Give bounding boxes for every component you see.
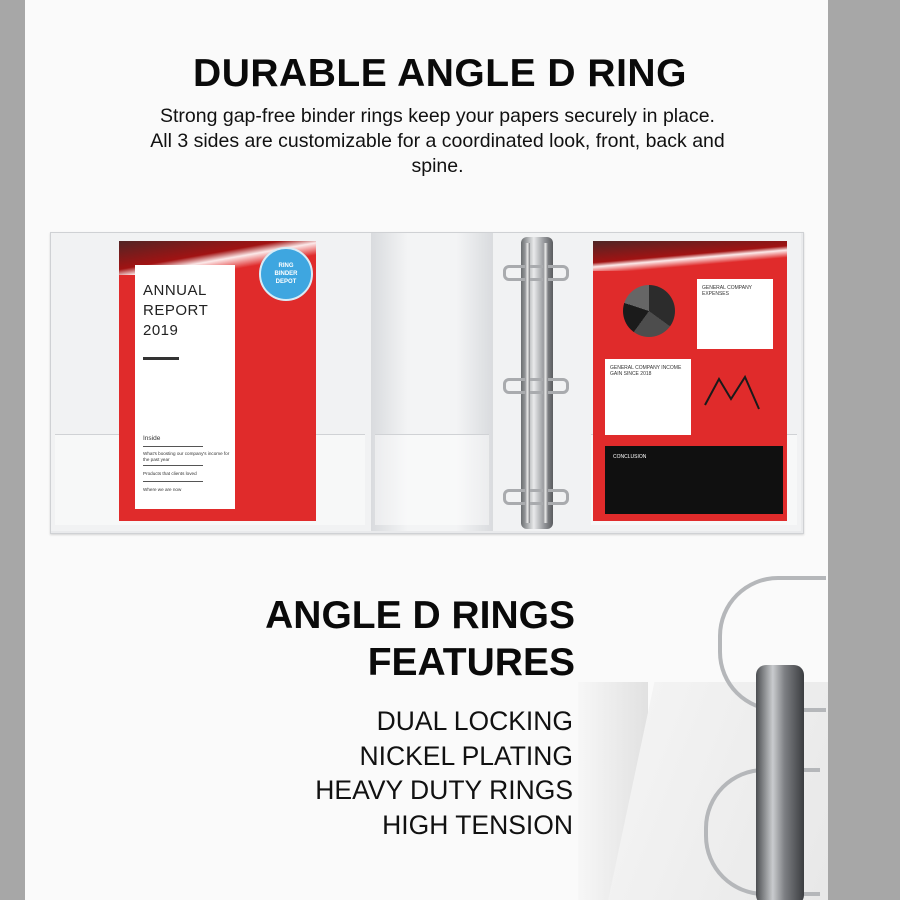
divider <box>143 465 203 466</box>
expenses-box <box>697 279 773 349</box>
divider <box>143 481 203 482</box>
report-title-rule <box>143 357 179 360</box>
report-card <box>135 265 235 509</box>
d-ring-middle <box>503 378 569 394</box>
income-box <box>605 359 691 435</box>
red-swoosh-graphic <box>593 241 787 271</box>
report-item: What's boosting our company's income for the past year <box>143 451 230 462</box>
open-binder-image <box>50 232 804 534</box>
feature-item: HIGH TENSION <box>382 809 573 840</box>
main-title: DURABLE ANGLE D RING <box>193 52 687 95</box>
logo-word: DEPOT <box>275 279 297 285</box>
conclusion-box <box>605 446 783 514</box>
ring-bar <box>543 243 548 523</box>
feature-item: NICKEL PLATING <box>359 740 573 771</box>
income-title: GENERAL COMPANY INCOME GAIN SINCE 2018 <box>610 365 682 377</box>
closeup-ring-plate <box>756 665 804 900</box>
feature-item: HEAVY DUTY RINGS <box>315 775 573 805</box>
expenses-title: GENERAL COMPANY EXPENSES <box>702 285 752 297</box>
binder-spine <box>371 233 494 531</box>
conclusion-title: CONCLUSION <box>613 454 647 460</box>
annual-report-insert <box>119 241 316 521</box>
pie-chart-graphic <box>623 285 675 337</box>
left-gray-border <box>0 0 25 900</box>
line-chart-graphic <box>701 359 781 429</box>
description-text: Strong gap-free binder rings keep your papers securely in place. All 3 sides are customizable for a coordinated look, front, back and spine. <box>150 105 725 177</box>
ring-bar <box>525 243 530 523</box>
report-item: Where we are now <box>143 487 182 492</box>
features-list <box>250 704 573 842</box>
features-title: ANGLE D RINGS FEATURES <box>265 594 575 684</box>
logo-word: RING <box>278 263 294 269</box>
divider <box>143 446 203 447</box>
ring-binder-depot-logo <box>259 247 313 301</box>
d-ring-closeup-image <box>578 570 828 900</box>
right-gray-border <box>828 0 900 900</box>
logo-word: BINDER <box>274 271 298 277</box>
report-page-insert <box>593 241 787 521</box>
feature-item: DUAL LOCKING <box>376 706 573 736</box>
d-ring-bottom <box>503 489 569 505</box>
report-item: Products that clients loved <box>143 471 197 476</box>
report-title: ANNUAL REPORT 2019 <box>143 282 209 339</box>
spine-pocket <box>375 434 489 525</box>
d-ring-top <box>503 265 569 281</box>
inside-label: Inside <box>143 435 161 442</box>
